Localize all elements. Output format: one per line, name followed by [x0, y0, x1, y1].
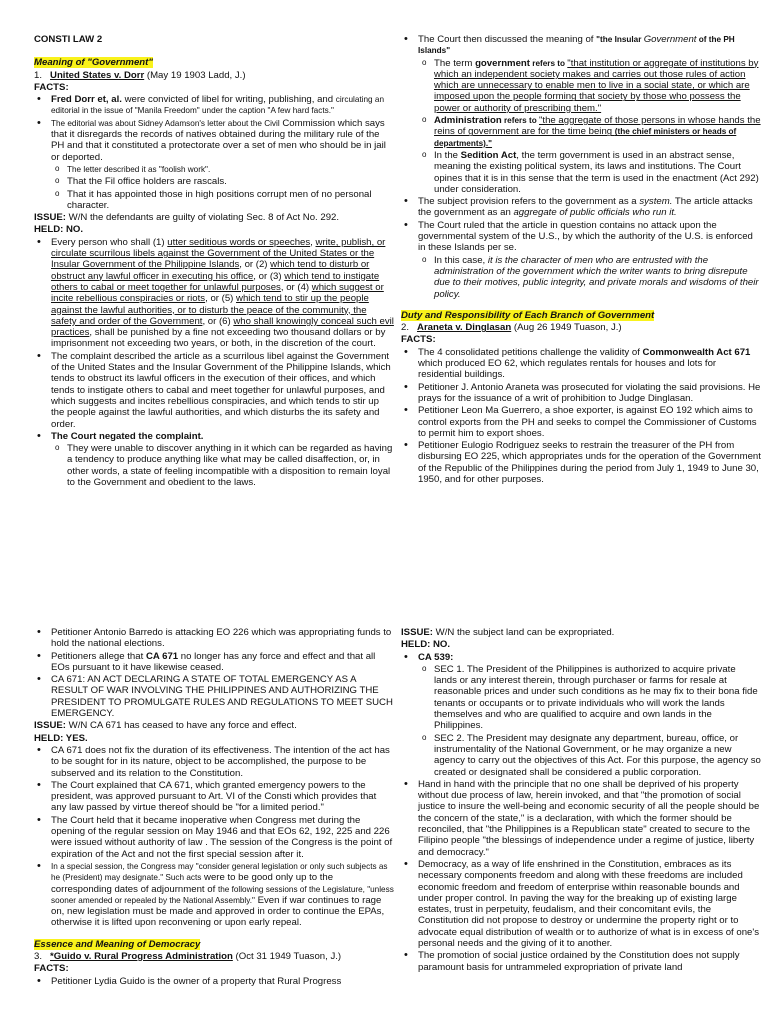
- facts-label: FACTS:: [34, 81, 69, 93]
- held-label: HELD: NO.: [34, 224, 84, 236]
- held-label: HELD: YES.: [34, 732, 88, 744]
- bottom-right-column: [401, 627, 761, 974]
- section-heading: Duty and Responsibility of Each Branch of Government: [401, 309, 655, 321]
- held-label: HELD: NO.: [401, 639, 451, 651]
- list-item: • Petitioner Eulogio Rodriguez seeks to restrain the treasurer of the PH from disbursing EO 225, which appropriates unds for the operation of the Government of the Republic of the Philippines during the period from July 1, 1949 to June 30, 1950, and for other purposes.: [418, 440, 761, 485]
- facts-list: [401, 347, 761, 486]
- list-item: • Petitioner Lydia Guido is the owner of a property that Rural Progress: [51, 976, 394, 987]
- issue-line: ISSUE: W/N the subject land can be expropriated.: [401, 627, 615, 638]
- list-item: • Petitioner Leon Ma Guerrero, a shoe exporter, is against EO 192 which aims to control exports from the PH and seeks to compel the Commissioner of Customs to permit him to export shoes.: [418, 405, 761, 439]
- sub-list-item: o SEC 1. The President of the Philippines is authorized to acquire private lands or any interest therein, through purchaser or farms for resale at reasonable prices and under such conditions as he may fix to their bona fide tenants or occupants or to private individuals who will work the lands themselves and who are qualified to acquire and own lands in the Philippines.: [434, 664, 761, 732]
- list-item: • Fred Dorr et, al. were convicted of libel for writing, publishing, and circulating an editorial in the issue of "Manila Freedom" under the caption "A few hard facts.": [51, 94, 394, 117]
- list-item: • Petitioner Antonio Barredo is attacking EO 226 which was appropriating funds to hold the national elections.: [51, 627, 394, 650]
- list-item: • CA 539: o SEC 1. The President of the Philippines is authorized to acquire private lands or any interest therein, through purchaser or farms for resale at reasonable prices and under such conditions as he may fix to their bona fide tenants or occupants or to private individuals who will work the lands themselves and who are qualified to acquire and own lands in the Philippines. o SEC 2. The President may designate any department, bureau, office, or instrumentality of the National Government, or he may organize a new agency to carry out the objectives of this Act. For this purpose, the agency so created or designated shall be considered a public corporation.: [418, 652, 761, 778]
- bottom-left-column: [34, 627, 394, 988]
- list-item: • Democracy, as a way of life enshrined in the Constitution, embraces as its necessary components freedom and along with these freedoms are included economic freedom and freedom of enterprise within reasonable bounds and under proper control. In paving the way for the breaking up of existing large estates, trust in perpetuity, feudalism, and their concomitant evils, the Constitution did not propose to destroy or undermine the property right or to advocate equal distribution of wealth or to authorize of what is in excess of one's personal needs and the giving of it to another.: [418, 859, 761, 949]
- case-heading: 1. United States v. Dorr (May 19 1903 Ladd, J.): [34, 69, 246, 81]
- issue-line: ISSUE: W/N CA 671 has ceased to have any force and effect.: [34, 720, 297, 732]
- facts-label: FACTS:: [34, 963, 69, 975]
- list-item: • The 4 consolidated petitions challenge the validity of Commonwealth Act 671 which produced EO 62, which regulates rentals for houses and lots for residential buildings.: [418, 347, 761, 381]
- sub-list-item: o That it has appointed those in high positions corrupt men of no personal character.: [67, 189, 394, 212]
- list-item: • The Court ruled that the article in question contains no attack upon the governmental system of the U.S., by which the authority of the U.S. is enforced in these Islands per se. o In this case, it is the character of men who are entrusted with the administration of the government which the writer wants to bring disrepute due to their motives, public integrity, and private morals and wisdoms of their policy.: [418, 220, 761, 300]
- top-left-column: [34, 34, 394, 489]
- list-item: • CA 671 does not fix the duration of its effectiveness. The intention of the act has to be sought for in its nature, object to be accomplished, the purpose to be subserved and its relation to the Constitution.: [51, 745, 394, 779]
- held-list: [34, 237, 394, 489]
- sub-list-item: o The term government refers to "that institution or aggregate of institutions by which an independent society makes and carries out those rules of action which are unnecessary to enable men to live in a social state, or which are imposed upon the people forming that society by those who possess the power or authority of prescribing them.": [434, 58, 761, 114]
- list-item: • Petitioners allege that CA 671 no longer has any force and effect and that all EOs pursuant to it have likewise ceased.: [51, 651, 394, 674]
- held-list: [34, 745, 394, 929]
- sub-list-item: o In the Sedition Act, the term government is used in an abstract sense, meaning the existing political system, its laws and institutions. The Court opines that it is in this sense that the term is used in the enactment (Act 292) under consideration.: [434, 150, 761, 195]
- list-item: • Hand in hand with the principle that no one shall be deprived of his property without due process of law, herein invoked, and that "the promotion of social justice to insure the well-being and economic security of all the people should be the concern of the state," is a declaration, with which the former should be reconciled, that "the Philippines is a Republican state" created to secure to the Filipino people "the blessings of independence under a regime of justice, liberty and democracy.": [418, 779, 761, 858]
- list-item: • In a special session, the Congress may "consider general legislation or only such subjects as he (President) may designate." Such acts were to be good only up to the corresponding dates of adjournment of the following sessions of the Legislature, "unless sooner amended or repealed by the National Assembly." Even if war continues to rage on, new legislation must be made and approved in order to continue the EPAs, otherwise it is lifted upon reconvening or upon early repeal.: [51, 861, 394, 929]
- held-list: [401, 652, 761, 973]
- sub-list-item: o In this case, it is the character of men who are entrusted with the administration of the government which the writer wants to bring disrepute due to their motives, public integrity, and private morals and wisdoms of their policy.: [434, 255, 761, 300]
- case-heading: 2. Araneta v. Dinglasan (Aug 26 1949 Tuason, J.): [401, 322, 622, 334]
- list-item: • Petitioner J. Antonio Araneta was prosecuted for violating the said provisions. He prays for the issuance of a writ of prohibition to Judge Dinglasan.: [418, 382, 761, 405]
- discussion-list: [401, 34, 761, 300]
- sub-list-item: o That the Fil office holders are rascals.: [67, 176, 394, 187]
- section-heading: Essence and Meaning of Democracy: [34, 938, 201, 950]
- facts-label: FACTS:: [401, 334, 436, 346]
- facts-list: [34, 976, 394, 987]
- list-item: • The Court explained that CA 671, which granted emergency powers to the president, was approved pursuant to Art. VI of the Consti which provides that any law passed by virtue thereof should be "for a limited period.": [51, 780, 394, 814]
- sub-list-item: o The letter described it as "foolish work".: [67, 164, 394, 175]
- top-right-column: [401, 34, 761, 486]
- list-item: • The Court then discussed the meaning of "the Insular Government of the PH Islands" o The term government refers to "that institution or aggregate of institutions by which an independent society makes and carries out those rules of action which are unnecessary to enable men to live in a social state, or which are imposed upon the people forming that society by those who possess the power or authority of prescribing them." o Administration refers to "the aggregate of those persons in whose hands the reins of government are for the time being (the chief ministers or heads of departments)." o In the Sedition Act, the term government is used in an abstract sense, meaning the existing political system, its laws and institutions. The Court opines that it is in this sense that the term is used in the enactment (Act 292) under consideration.: [418, 34, 761, 195]
- sub-list-item: o They were unable to discover anything in it which can be regarded as having a tendency to produce anything like what may be called disaffection, or, in other words, a state of feeling incompatible with a disposition to remain loyal to the Government and obedient to the laws.: [67, 443, 394, 488]
- list-item: • The Court held that it became inoperative when Congress met during the opening of the regular session on May 1946 and that EOs 62, 192, 225 and 226 were issued without authority of law . The session of the Congress is the point of expiration of the Act and not the first special session after it.: [51, 815, 394, 860]
- sub-list-item: o Administration refers to "the aggregate of those persons in whose hands the reins of government are for the time being (the chief ministers or heads of departments).": [434, 115, 761, 149]
- section-heading: Meaning of "Government": [34, 57, 153, 69]
- list-item: • The editorial was about Sidney Adamson's letter about the Civil Commission which says that it disregards the records of natives obtained during the military rule of the PH and that it constituted a protectorate over a set of men who should be in jail or deported. o The letter described it as "foolish work". o That the Fil office holders are rascals. o That it has appointed those in high positions corrupt men of no personal character.: [51, 118, 394, 211]
- facts-list: [34, 627, 394, 719]
- list-item: • The Court negated the complaint. o They were unable to discover anything in it which can be regarded as having a tendency to produce anything like what may be called disaffection, or, in other words, a state of feeling incompatible with a disposition to remain loyal to the Government and obedient to the laws.: [51, 431, 394, 488]
- facts-list: [34, 94, 394, 211]
- list-item: • The promotion of social justice ordained by the Constitution does not supply paramount basis for untrammeled expropriation of private land: [418, 950, 761, 973]
- case-heading: 3. *Guido v. Rural Progress Administration (Oct 31 1949 Tuason, J.): [34, 951, 342, 963]
- document-title: CONSTI LAW 2: [34, 34, 103, 45]
- list-item: • The subject provision refers to the government as a system. The article attacks the government as an aggregate of public officials who run it.: [418, 196, 761, 219]
- sub-list-item: o SEC 2. The President may designate any department, bureau, office, or instrumentality of the National Government, or he may organize a new agency to carry out the objectives of this Act. For this purpose, the agency so created or designated shall be considered a public corporation.: [434, 733, 761, 778]
- list-item: • The complaint described the article as a scurrilous libel against the Government of the United States and the Insular Government of the Philippine Islands, which tends to obstruct its lawful officers in the execution of their offices, and which tends to instigate others to cabal and meet together for unlawful purposes, and which suggests and incites rebellious conspiracies, and which tends to stir up the people against the lawful authorities, and which disturbs the its safety and order.: [51, 351, 394, 430]
- list-item: • Every person who shall (1) utter seditious words or speeches, write, publish, or circulate scurrilous libels against the Government of the United States or the Insular Government of the Philippine Islands, or (2) which tend to disturb or obstruct any lawful officer in executing his office, or (3) which tend to instigate others to cabal or meet together for unlawful purposes, or (4) which suggest or incite rebellious conspiracies or riots, or (5) which tend to stir up the people against the lawful authorities, or to disturb the peace of the community, the safety and order of the Government, or (6) who shall knowingly conceal such evil practices, shall be punished by a fine not exceeding two thousand dollars or by imprisonment not exceeding two years, or both, in the discretion of the court.: [51, 237, 394, 350]
- list-item: • CA 671: AN ACT DECLARING A STATE OF TOTAL EMERGENCY AS A RESULT OF WAR INVOLVING THE PHILIPPINES AND AUTHORIZING THE PRESIDENT TO PROMULGATE RULES AND REGULATIONS TO MEET SUCH EMERGENCY.: [51, 674, 394, 719]
- issue-line: ISSUE: W/N the defendants are guilty of violating Sec. 8 of Act No. 292.: [34, 212, 340, 224]
